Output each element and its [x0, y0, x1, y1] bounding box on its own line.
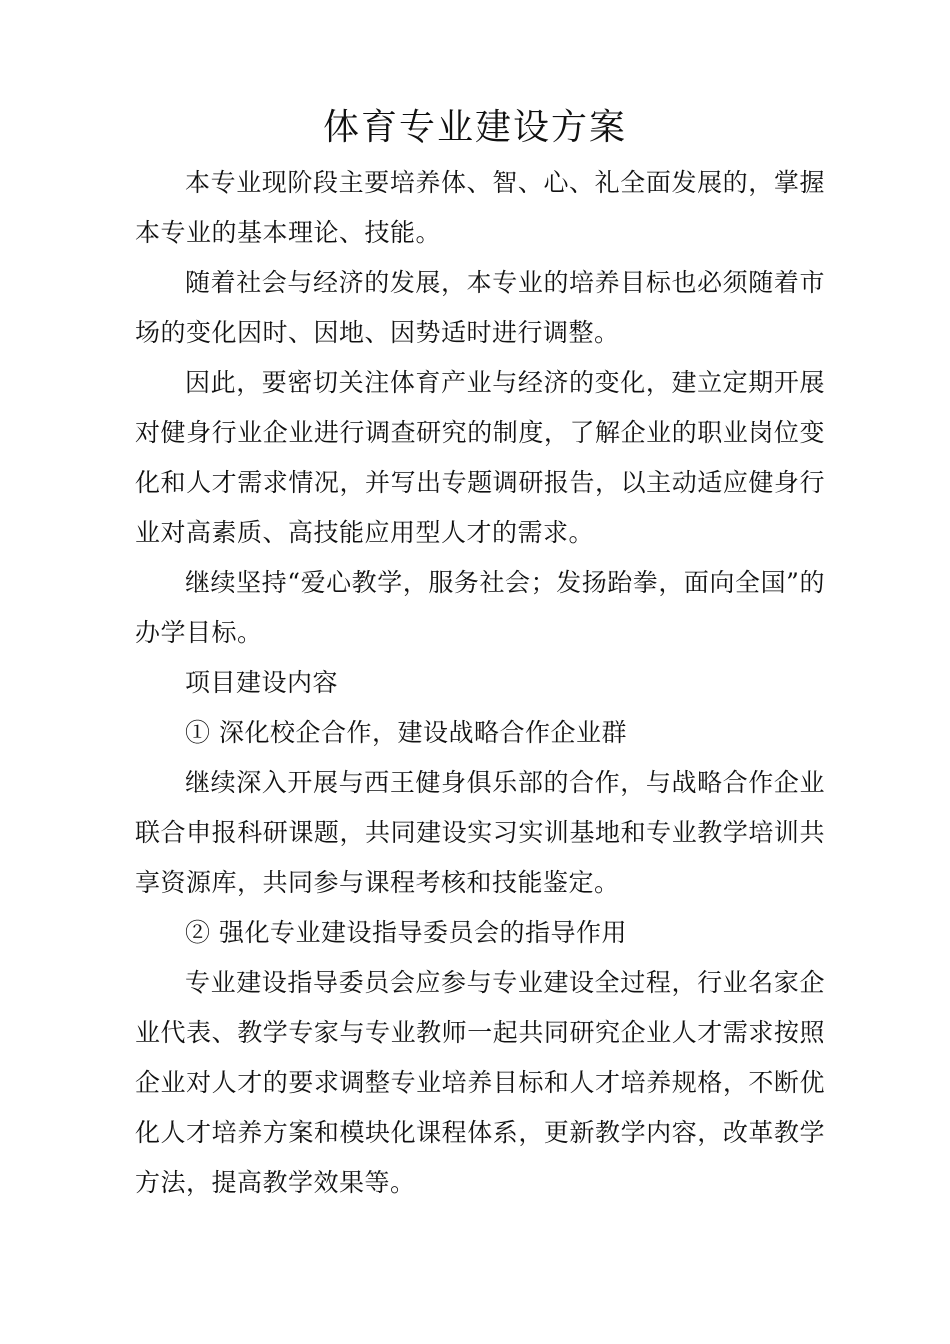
item1-heading: ① 深化校企合作，建设战略合作企业群: [185, 718, 627, 747]
paragraph-industry-research: 因此，要密切关注体育产业与经济的变化，建立定期开展对健身行业企业进行调查研究的制度，了解企业的职业岗位变化和人才需求情况，并写出专题调研报告，以主动适应健身行业对高素质、高技能应用型人才的需求。: [135, 368, 825, 547]
paragraph-school-motto: 继续坚持“爱心教学，服务社会；发扬跆拳，面向全国”的办学目标。: [135, 568, 825, 647]
document-title: 体育专业建设方案: [322, 107, 627, 148]
paragraph-market-adjustment: 随着社会与经济的发展，本专业的培养目标也必须随着市场的变化因时、因地、因势适时进行调整。: [135, 268, 825, 347]
item1-paragraph: 继续深入开展与西王健身俱乐部的合作，与战略合作企业联合申报科研课题，共同建设实习实训基地和专业教学培训共享资源库，共同参与课程考核和技能鉴定。: [135, 768, 825, 897]
document-body: [135, 158, 825, 1208]
item2-paragraph: 专业建设指导委员会应参与专业建设全过程，行业名家企业代表、教学专家与专业教师一起共同研究企业人才需求按照企业对人才的要求调整专业培养目标和人才培养规格，不断优化人才培养方案和模块化课程体系，更新教学内容，改革教学方法，提高教学效果等。: [135, 968, 825, 1197]
paragraph-training-goal: 本专业现阶段主要培养体、智、心、礼全面发展的，掌握本专业的基本理论、技能。: [135, 168, 825, 247]
item2-heading: ② 强化专业建设指导委员会的指导作用: [185, 918, 627, 947]
section-heading: 项目建设内容: [185, 668, 339, 697]
